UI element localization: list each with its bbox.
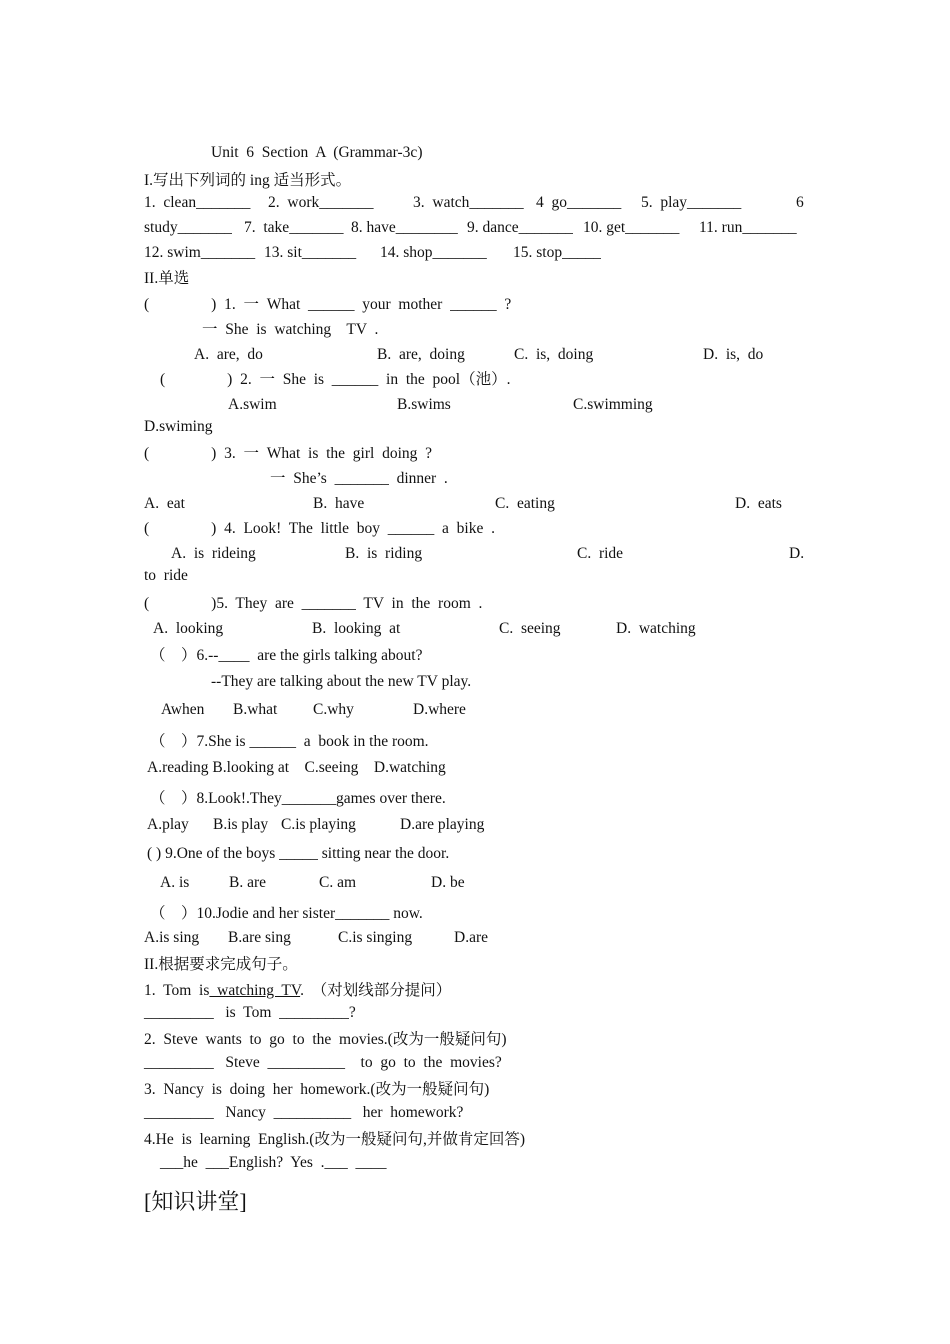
word-item: 5. play_______: [641, 194, 742, 211]
option-d: D. is, do: [703, 346, 764, 363]
option-b: B. are, doing: [377, 346, 465, 363]
option-d: D. watching: [616, 620, 696, 637]
word-item: 7. take_______: [244, 219, 344, 236]
question-stem: ( )5. They are _______ TV in the room .: [144, 595, 483, 612]
word-item: 2. work_______: [268, 194, 374, 211]
question-stem: ( ) 1. 一 What ______ your mother ______ ?: [144, 296, 512, 313]
option-c: C. am: [319, 874, 357, 891]
option-b: B.is play: [213, 816, 269, 833]
option-a: A. is rideing: [171, 545, 256, 562]
word-item: 10. get_______: [583, 219, 680, 236]
word-item: 11. run_______: [699, 219, 797, 236]
option-c: C. ride: [577, 545, 624, 562]
option-d-text: to ride: [144, 567, 188, 584]
option-a: A.swim: [228, 396, 277, 413]
word-item: 14. shop_______: [380, 244, 487, 261]
option-c: C. is, doing: [514, 346, 594, 363]
option-a: Awhen: [161, 701, 205, 718]
option-b: B.swims: [397, 396, 451, 413]
word-item: 8. have________: [351, 219, 458, 236]
question-stem: （ ）8.Look!.They_______games over there.: [150, 790, 446, 807]
option-a: A. is: [160, 874, 190, 891]
option-c: C.is playing: [281, 816, 356, 833]
sentence-stem: [144, 981, 451, 1001]
part2-heading: II.单选: [144, 270, 190, 287]
question-reply: --They are talking about the new TV play.: [211, 673, 472, 690]
part1-heading: I.写出下列词的 ing 适当形式。: [144, 172, 352, 189]
question-stem: ( ) 3. 一 What is the girl doing ?: [144, 445, 432, 462]
question-stem: ( ) 9.One of the boys _____ sitting near the door.: [147, 845, 450, 862]
sentence-answer: _________ Steve __________ to go to the movies?: [144, 1054, 502, 1071]
word-item: 9. dance_______: [467, 219, 573, 236]
sentence-answer: _________ is Tom _________?: [144, 1004, 356, 1021]
question-reply: 一 She is watching TV .: [202, 321, 379, 338]
option-c: C. eating: [495, 495, 555, 512]
option-b: B. looking at: [312, 620, 401, 637]
option-c: C.why: [313, 701, 354, 718]
option-b: B. are: [229, 874, 267, 891]
word-item: 1. clean_______: [144, 194, 251, 211]
sentence-stem: 2. Steve wants to go to the movies.(改为一般疑问句): [144, 1031, 507, 1048]
option-b: B.what: [233, 701, 278, 718]
option-d: D.swiming: [144, 418, 213, 435]
option-d: D. be: [431, 874, 465, 891]
sentence-suffix: . （对划线部分提问）: [300, 982, 452, 999]
option-b: B. have: [313, 495, 365, 512]
sentence-answer: _________ Nancy __________ her homework?: [144, 1104, 464, 1121]
option-d: D.where: [413, 701, 466, 718]
question-stem: （ ）6.--____ are the girls talking about?: [150, 647, 423, 664]
word-item: 13. sit_______: [264, 244, 357, 261]
word-item: 3. watch_______: [413, 194, 524, 211]
option-a: A.play: [147, 816, 189, 833]
part3-heading: II.根据要求完成句子。: [144, 956, 298, 973]
options-line: A.reading B.looking at C.seeing D.watching: [147, 759, 446, 776]
option-c: C.swimming: [573, 396, 653, 413]
word-item: 4 go_______: [536, 194, 622, 211]
word-item-number: 6: [796, 194, 804, 211]
option-d-letter: D.: [789, 545, 805, 562]
question-stem: ( ) 4. Look! The little boy ______ a bike .: [144, 520, 495, 537]
option-b: B.are sing: [228, 929, 291, 946]
option-c: C. seeing: [499, 620, 561, 637]
underlined-part: watching TV: [209, 982, 301, 999]
option-d: D. eats: [735, 495, 782, 512]
page-title: Unit 6 Section A (Grammar-3c): [211, 144, 423, 161]
option-a: A. eat: [144, 495, 185, 512]
option-a: A. looking: [153, 620, 224, 637]
question-reply: 一 She’s _______ dinner .: [270, 470, 448, 487]
option-a: A.is sing: [144, 929, 200, 946]
question-stem: ( ) 2. 一 She is ______ in the pool（池）.: [160, 371, 511, 388]
option-a: A. are, do: [194, 346, 263, 363]
word-item: study_______: [144, 219, 232, 236]
word-item: 15. stop_____: [513, 244, 601, 261]
section-heading: [知识讲堂]: [144, 1189, 247, 1214]
sentence-answer: ___he ___English? Yes .___ ____: [160, 1154, 387, 1171]
option-c: C.is singing: [338, 929, 413, 946]
option-d: D.are playing: [400, 816, 485, 833]
option-b: B. is riding: [345, 545, 423, 562]
question-stem: （ ）7.She is ______ a book in the room.: [150, 733, 429, 750]
question-stem: （ ）10.Jodie and her sister_______ now.: [150, 905, 423, 922]
sentence-stem: 3. Nancy is doing her homework.(改为一般疑问句): [144, 1081, 490, 1098]
sentence-stem: 4.He is learning English.(改为一般疑问句,并做肯定回答): [144, 1131, 526, 1148]
sentence-prefix: 1. Tom is: [144, 982, 210, 999]
word-item: 12. swim_______: [144, 244, 256, 261]
option-d: D.are: [454, 929, 488, 946]
